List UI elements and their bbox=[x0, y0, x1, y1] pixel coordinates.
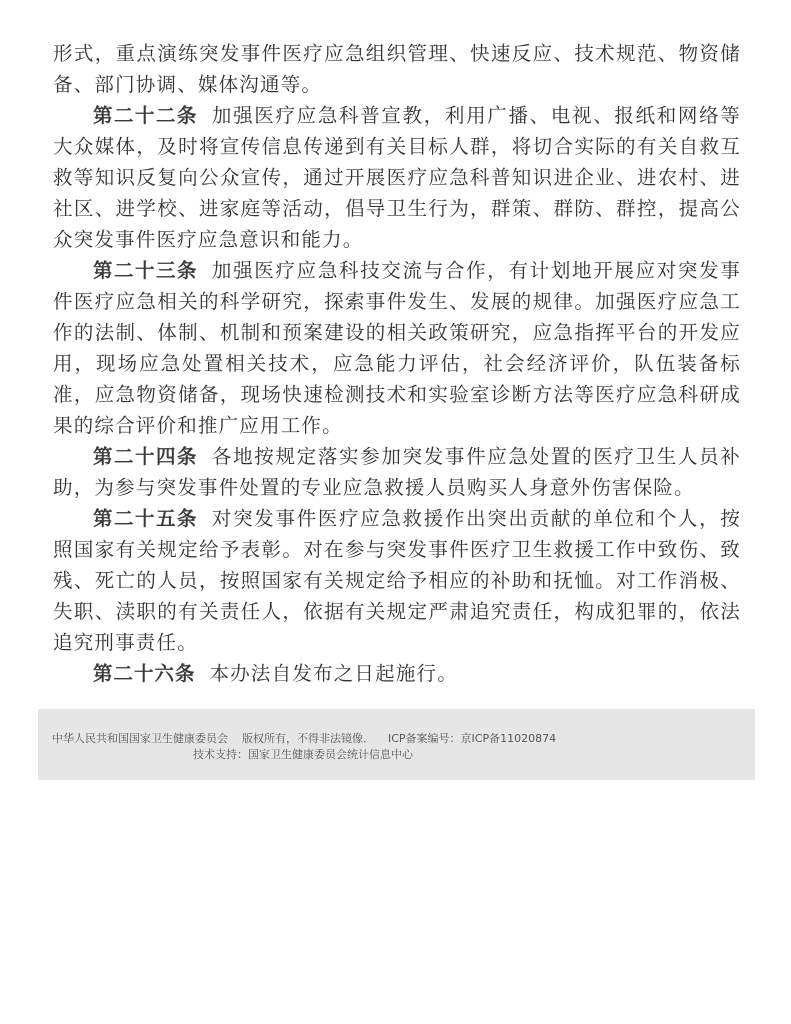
article-number: 第二十五条 bbox=[93, 507, 198, 530]
article-text: 各地按规定落实参加突发事件应急处置的医疗卫生人员补助，为参与突发事件处置的专业应急救援人员购买人身意外伤害保险。 bbox=[53, 445, 741, 499]
article-text: 对突发事件医疗应急救援作出突出贡献的单位和个人，按照国家有关规定给予表彰。对在参与突发事件医疗卫生救援工作中致伤、致残、死亡的人员，按照国家有关规定给予相应的补助和抚恤。对工作消极、失职、渎职的有关责任人，依据有关规定严肃追究责任，构成犯罪的，依法追究刑事责任。 bbox=[53, 507, 741, 654]
footer-support: 技术支持：国家卫生健康委员会统计信息中心 bbox=[193, 748, 413, 761]
article-number: 第二十六条 bbox=[93, 662, 196, 685]
article-24 bbox=[53, 441, 741, 503]
article-number: 第二十三条 bbox=[93, 259, 198, 282]
article-23 bbox=[53, 255, 741, 441]
continuation-paragraph: 形式，重点演练突发事件医疗应急组织管理、快速反应、技术规范、物资储备、部门协调、媒体沟通等。 bbox=[53, 42, 741, 96]
article-number: 第二十四条 bbox=[93, 445, 198, 468]
article-number: 第二十二条 bbox=[93, 104, 198, 127]
footer-copyright-line bbox=[52, 730, 570, 746]
footer-org: 中华人民共和国国家卫生健康委员会 bbox=[52, 732, 228, 745]
page-footer bbox=[38, 709, 755, 780]
footer-icp: ICP备案编号：京ICP备11020874 bbox=[388, 732, 557, 745]
article-text: 加强医疗应急科技交流与合作，有计划地开展应对突发事件医疗应急相关的科学研究，探索事件发生、发展的规律。加强医疗应急工作的法制、体制、机制和预案建设的相关政策研究，应急指挥平台的开发应用，现场应急处置相关技术，应急能力评估，社会经济评价，队伍装备标准，应急物资储备，现场快速检测技术和实验室诊断方法等医疗应急科研成果的综合评价和推广应用工作。 bbox=[53, 259, 741, 437]
document-body bbox=[53, 38, 741, 689]
article-text: 加强医疗应急科普宣教，利用广播、电视、报纸和网络等大众媒体，及时将宣传信息传递到有关目标人群，将切合实际的有关自救互救等知识反复向公众宣传，通过开展医疗应急科普知识进企业、进农村、进社区、进学校、进家庭等活动，倡导卫生行为，群策、群防、群控，提高公众突发事件医疗应急意识和能力。 bbox=[53, 104, 741, 251]
article-text: 本办法自发布之日起施行。 bbox=[209, 662, 458, 685]
article-26 bbox=[53, 658, 741, 689]
footer-rights: 版权所有，不得非法镜像． bbox=[242, 732, 374, 745]
article-25 bbox=[53, 503, 741, 658]
article-22 bbox=[53, 100, 741, 255]
